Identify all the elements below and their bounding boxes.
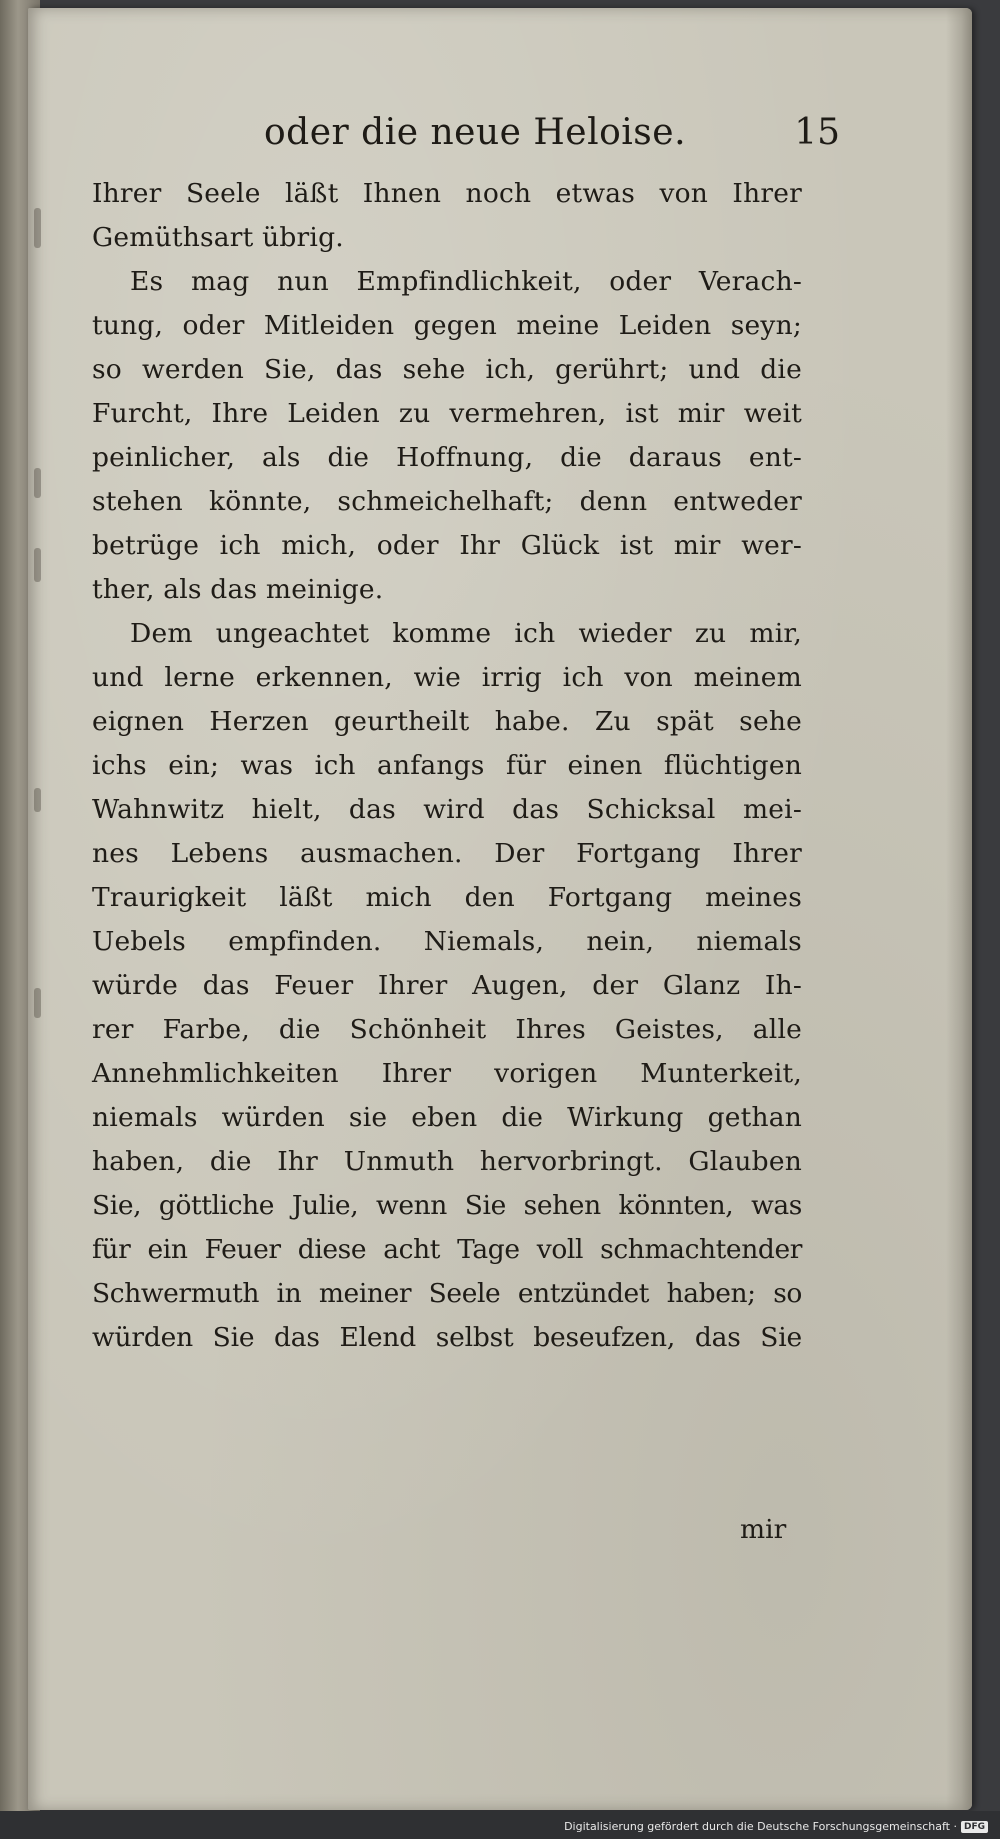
catchword: mir	[740, 1514, 787, 1545]
text-line: so werden Sie, das sehe ich, gerührt; und die	[92, 354, 802, 385]
text-line: haben, die Ihr Unmuth hervorbringt. Glauben	[92, 1146, 802, 1177]
text-line: würde das Feuer Ihrer Augen, der Glanz Ih-	[92, 970, 802, 1001]
margin-mark	[34, 788, 41, 812]
text-line: Sie, göttliche Julie, wenn Sie sehen könnten, was	[92, 1190, 802, 1221]
text-line: nes Lebens ausmachen. Der Fortgang Ihrer	[92, 838, 802, 869]
text-line: peinlicher, als die Hoffnung, die daraus ent-	[92, 442, 802, 473]
text-line: ichs ein; was ich anfangs für einen flüchtigen	[92, 750, 802, 781]
text-line: betrüge ich mich, oder Ihr Glück ist mir wer-	[92, 530, 802, 561]
text-line: Es mag nun Empfindlichkeit, oder Verach-	[130, 266, 802, 297]
text-line: niemals würden sie eben die Wirkung gethan	[92, 1102, 802, 1133]
text-line: Dem ungeachtet komme ich wieder zu mir,	[130, 618, 802, 649]
text-line: Wahnwitz hielt, das wird das Schicksal mei-	[92, 794, 802, 825]
text-line: eignen Herzen geurtheilt habe. Zu spät sehe	[92, 706, 802, 737]
text-line: ther, als das meinige.	[92, 574, 384, 605]
text-line: und lerne erkennen, wie irrig ich von meinem	[92, 662, 802, 693]
digitization-credit	[564, 1820, 988, 1833]
text-line: rer Farbe, die Schönheit Ihres Geistes, alle	[92, 1014, 802, 1045]
running-title: oder die neue Heloise.	[264, 112, 687, 153]
text-line: für ein Feuer diese acht Tage voll schmachtender	[92, 1234, 802, 1265]
body-text	[92, 172, 802, 1360]
text-line: Furcht, Ihre Leiden zu vermehren, ist mir weit	[92, 398, 802, 429]
footer-bar	[0, 1811, 1000, 1839]
text-line: Ihrer Seele läßt Ihnen noch etwas von Ihrer	[92, 178, 802, 209]
text-line: Schwermuth in meiner Seele entzündet haben; so	[92, 1278, 802, 1309]
text-line: Annehmlichkeiten Ihrer vorigen Munterkeit,	[92, 1058, 802, 1089]
text-line: Uebels empfinden. Niemals, nein, niemals	[92, 926, 802, 957]
margin-mark	[34, 988, 41, 1018]
text-line: Gemüthsart übrig.	[92, 222, 344, 253]
credit-text: Digitalisierung gefördert durch die Deutsche Forschungsgemeinschaft ·	[564, 1820, 957, 1833]
text-line: tung, oder Mitleiden gegen meine Leiden seyn;	[92, 310, 802, 341]
dfg-logo-icon: DFG	[961, 1821, 988, 1833]
text-line: stehen könnte, schmeichelhaft; denn entweder	[92, 486, 802, 517]
margin-mark	[34, 468, 41, 498]
page-edge-shadow	[946, 8, 972, 1810]
margin-mark	[34, 208, 41, 248]
margin-mark	[34, 548, 41, 582]
page-number: 15	[794, 112, 840, 153]
text-line: würden Sie das Elend selbst beseufzen, das Sie	[92, 1322, 802, 1353]
running-head	[228, 112, 858, 162]
text-line: Traurigkeit läßt mich den Fortgang meines	[92, 882, 802, 913]
